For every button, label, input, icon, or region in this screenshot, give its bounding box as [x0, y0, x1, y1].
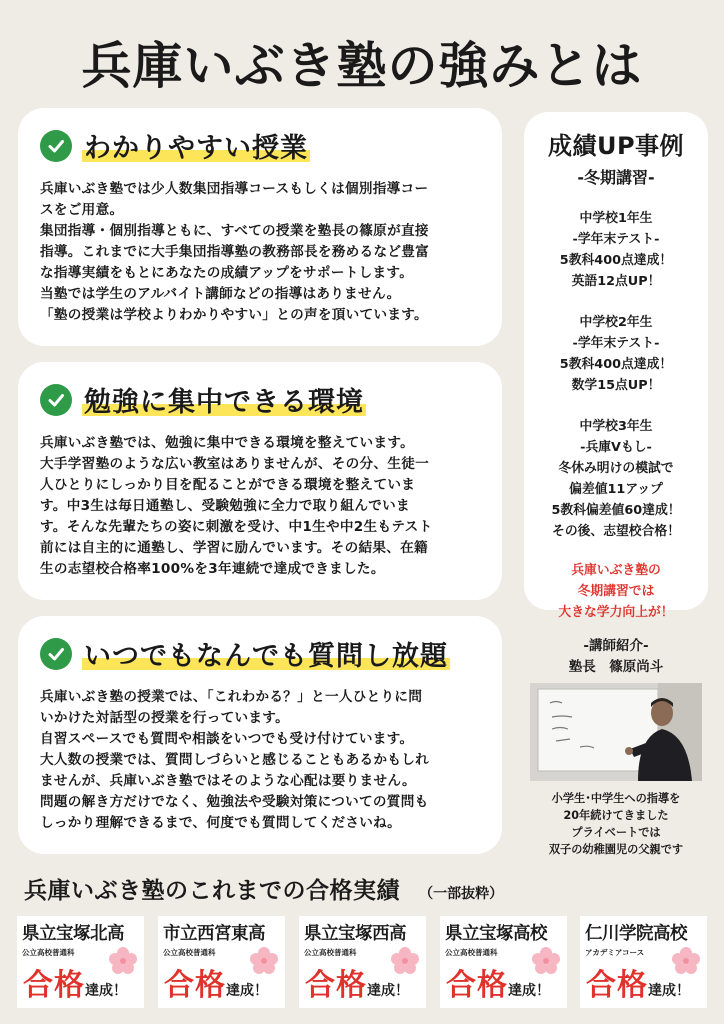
- body-line: 「塾の授業は学校よりわかりやすい」との声を頂いています。: [40, 307, 428, 323]
- pass-label: [23, 960, 127, 1004]
- winter-course-note: [524, 560, 708, 623]
- case-line: 中学校2年生: [579, 315, 653, 330]
- body-line: 指導。これまでに大手集団指導塾の教務部長を務めるなど豊富: [40, 244, 430, 260]
- results-heading: [24, 872, 503, 905]
- school-card: [17, 916, 144, 1008]
- school-card: [299, 916, 426, 1008]
- card-header: [40, 126, 482, 165]
- body-line: いかけた対話型の授業を行っています。: [40, 710, 289, 726]
- school-course: アカデミアコース: [585, 948, 645, 957]
- caption-line: 小学生･中学生への指導を: [551, 792, 681, 805]
- school-course: 公立高校普通科: [304, 948, 357, 957]
- school-name: 県立宝塚高校: [445, 924, 547, 944]
- side-title: 成績UP事例: [547, 132, 685, 160]
- pass-word: 合格: [305, 968, 367, 1003]
- body-line: 生の志望校合格率100%を3年連続で達成できました。: [40, 561, 385, 577]
- pass-label: [164, 960, 268, 1004]
- check-circle-icon: [40, 384, 72, 416]
- instructor-photo: [530, 683, 702, 781]
- pass-word: 合格: [164, 968, 226, 1003]
- body-line: 問題の解き方だけでなく、勉強法や受験対策についての質問も: [40, 794, 429, 810]
- case-line: -兵庫Vもし-: [580, 440, 652, 455]
- school-card: [440, 916, 567, 1008]
- caption-line: 20年続けてきました: [563, 809, 669, 822]
- case-line: 偏差値11アップ: [569, 482, 663, 497]
- body-line: 自習スペースでも質問や相談をいつでも受け付けています。: [40, 731, 414, 747]
- body-line: スをご用意。: [40, 202, 124, 218]
- school-name: 市立西宮東高: [163, 924, 265, 944]
- pass-word: 合格: [586, 968, 648, 1003]
- side-subtitle: -冬期講習-: [577, 168, 655, 187]
- check-circle-icon: [40, 130, 72, 162]
- school-course: 公立高校普通科: [163, 948, 216, 957]
- pass-word: 合格: [446, 968, 508, 1003]
- case-line: 英語12点UP！: [571, 274, 661, 289]
- note-line: 冬期講習では: [577, 584, 655, 599]
- school-name: 県立宝塚北高: [22, 924, 124, 944]
- card-title: 勉強に集中できる環境: [82, 380, 366, 419]
- results-title: 兵庫いぶき塾のこれまでの合格実績: [24, 878, 400, 904]
- pass-suffix: 達成！: [367, 983, 409, 999]
- card-title: わかりやすい授業: [82, 126, 310, 165]
- caption-line: プライベートでは: [571, 826, 661, 839]
- pass-label: [305, 960, 409, 1004]
- feature-card-clear-lessons: [18, 108, 502, 346]
- note-line: 兵庫いぶき塾の: [571, 563, 661, 578]
- pass-suffix: 達成！: [85, 983, 127, 999]
- caption-line: 双子の幼稚園児の父親です: [548, 843, 684, 856]
- feature-card-unlimited-questions: [18, 616, 502, 854]
- pass-suffix: 達成！: [648, 983, 690, 999]
- body-line: 大人数の授業では、質問しづらいと感じることもあるかもしれ: [40, 752, 430, 768]
- instructor-intro: [524, 636, 708, 678]
- body-line: 人ひとりにしっかり目を配ることができる環境を整えていま: [40, 477, 416, 493]
- case-line: その後、志望校合格！: [552, 524, 680, 539]
- grade-improvement-panel: [524, 112, 708, 620]
- case-line: 冬休み明けの模試で: [558, 461, 674, 476]
- card-title: いつでもなんでも質問し放題: [82, 634, 450, 673]
- body-line: 大手学習塾のような広い教室はありませんが、その分、生徒一: [40, 456, 430, 472]
- case-grade-2: [524, 312, 708, 396]
- case-line: -学年末テスト-: [572, 232, 660, 247]
- results-subtitle: （一部抜粋）: [419, 886, 504, 902]
- note-line: 大きな学力向上が！: [558, 605, 674, 620]
- card-body: [40, 433, 482, 580]
- card-body: [40, 687, 482, 834]
- pass-word: 合格: [23, 968, 85, 1003]
- body-line: 集団指導・個別指導ともに、すべての授業を塾長の篠原が直接: [40, 223, 429, 239]
- case-line: 中学校1年生: [579, 211, 653, 226]
- case-grade-3: [524, 416, 708, 542]
- case-line: 5教科400点達成！: [559, 253, 673, 268]
- body-line: しっかり理解できるまで、何度でも質問してくださいね。: [40, 815, 401, 831]
- instructor-name: 塾長 篠原尚斗: [568, 659, 664, 675]
- school-course: 公立高校普通科: [22, 948, 75, 957]
- card-header: [40, 380, 482, 419]
- instructor-heading: -講師紹介-: [583, 638, 649, 654]
- body-line: す。そんな先輩たちの姿に刺激を受け、中1生や中2生もテスト: [40, 519, 433, 535]
- school-card: [580, 916, 707, 1008]
- body-line: 当塾では学生のアルバイト講師などの指導はありません。: [40, 286, 401, 302]
- school-results-row: [17, 916, 707, 1008]
- body-line: 兵庫いぶき塾では、勉強に集中できる環境を整えています。: [40, 435, 415, 451]
- pass-suffix: 達成！: [508, 983, 550, 999]
- case-line: -学年末テスト-: [572, 336, 660, 351]
- feature-card-focused-environment: [18, 362, 502, 600]
- case-line: 5教科偏差値60達成！: [551, 503, 681, 518]
- pass-suffix: 達成！: [226, 983, 268, 999]
- school-name: 仁川学院高校: [585, 924, 687, 944]
- card-header: [40, 634, 482, 673]
- check-circle-icon: [40, 638, 72, 670]
- case-line: 中学校3年生: [579, 419, 653, 434]
- pass-label: [446, 960, 550, 1004]
- pass-label: [586, 960, 690, 1004]
- card-body: [40, 179, 482, 326]
- body-line: 兵庫いぶき塾の授業では、「これわかる？」と一人ひとりに問: [40, 689, 423, 705]
- case-line: 数学15点UP！: [571, 378, 661, 393]
- body-line: す。中3生は毎日通塾し、受験勉強に全力で取り組んでいま: [40, 498, 410, 514]
- body-line: な指導実績をもとにあなたの成績アップをサポートします。: [40, 265, 414, 281]
- body-line: 前には自主的に通塾し、学習に励んでいます。その結果、在籍: [40, 540, 428, 556]
- school-name: 県立宝塚西高: [304, 924, 406, 944]
- body-line: 兵庫いぶき塾では少人数集団指導コースもしくは個別指導コー: [40, 181, 429, 197]
- page-title: 兵庫いぶき塾の強みとは: [81, 37, 643, 95]
- instructor-caption: [524, 790, 708, 858]
- case-grade-1: [524, 208, 708, 292]
- school-card: [158, 916, 285, 1008]
- case-line: 5教科400点達成！: [559, 357, 673, 372]
- school-course: 公立高校普通科: [445, 948, 498, 957]
- body-line: ませんが、兵庫いぶき塾ではそのような心配は要りません。: [40, 773, 416, 789]
